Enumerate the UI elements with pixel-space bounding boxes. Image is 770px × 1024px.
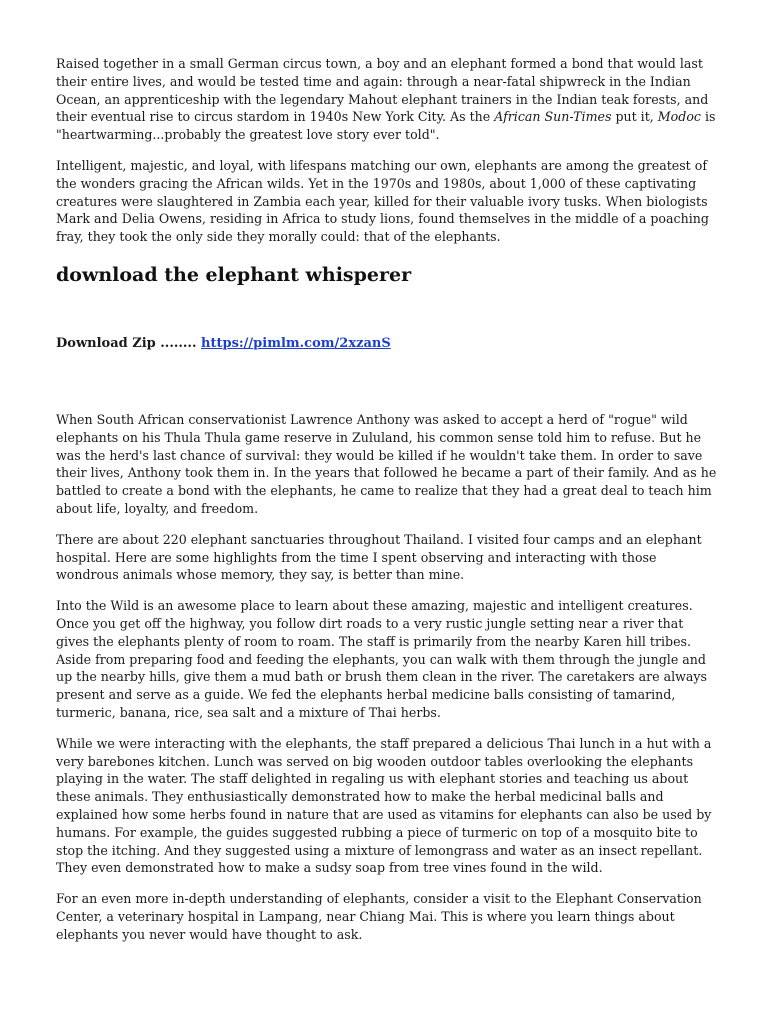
body-paragraph-4: While we were interacting with the elephants, the staff prepared a delicious Thai lunch in a hut with a very barebones kitchen. Lunch was served on big wooden outdoor tables overlooking the elephants playing in the water. The staff delighted in regaling us with elephant stories and teaching us about these animals. They enthusiastically demonstrated how to make the herbal medicinal balls and explained how some herbs found in nature that are used as vitamins for elephants can also be used by humans. For example, the guides suggested rubbing a piece of turmeric on top of a mosquito bite to stop the itching. And they suggested using a mixture of lemongrass and water as an insect repellant. They even demonstrated how to make a sudsy soap from tree vines found in the wild. xyxy=(56,735,712,876)
body-paragraph-2: There are about 220 elephant sanctuaries throughout Thailand. I visited four camps and an elephant hospital. Here are some highlights from the time I spent observing and interacting with those wondrous animals whose memory, they say, is better than mine. xyxy=(56,531,702,583)
intro-p1-text-c: is "heartwarming...probably the greatest love story ever told". xyxy=(56,109,716,143)
download-link[interactable]: https://pimlm.com/2xzanS xyxy=(201,335,391,351)
download-label: Download Zip ........ xyxy=(56,335,202,351)
body-paragraph-1: When South African conservationist Lawrence Anthony was asked to accept a herd of "rogue" wild elephants on his Thula Thula game reserve in Zululand, his common sense told him to refuse. But he was the herd's last chance of survival: they would be killed if he wouldn't take them. In order to save their lives, Anthony took them in. In the years that followed he became a part of their family. And as he battled to create a bond with the elephants, he came to realize that they had a great deal to teach him about life, loyalty, and freedom. xyxy=(56,411,717,516)
intro-p1-text-a: Raised together in a small German circus town, a boy and an elephant formed a bond that would last their entire lives, and would be tested time and again: through a near-fatal shipwreck in the Indian Ocean, an apprenticeship with the legendary Mahout elephant trainers in the Indian teak forests, and their eventual rise to circus stardom in 1940s New York City. As the xyxy=(56,56,709,125)
download-line xyxy=(56,335,718,353)
page-heading: download the elephant whisperer xyxy=(56,263,412,286)
intro-p1-text-b: put it, xyxy=(611,109,658,125)
body-paragraph-5: For an even more in-depth understanding of elephants, consider a visit to the Elephant Conservation Center, a veterinary hospital in Lampang, near Chiang Mai. This is where you learn things about elephants you never would have thought to ask. xyxy=(56,891,702,942)
document-page xyxy=(56,55,718,943)
intro-p1-italic-newspaper: African Sun-Times xyxy=(494,109,612,125)
body-paragraph-3: Into the Wild is an awesome place to learn about these amazing, majestic and intelligent creatures. Once you get off the highway, you follow dirt roads to a very rustic jungle setting near a river that gives the elephants plenty of room to roam. The staff is primarily from the nearby Karen hill tribes. Aside from preparing food and feeding the elephants, you can walk with them through the jungle and up the nearby hills, give them a mud bath or brush them clean in the river. The caretakers are always present and serve as a guide. We fed the elephants herbal medicine balls consisting of tamarind, turmeric, banana, rice, sea salt and a mixture of Thai herbs. xyxy=(56,598,708,720)
intro-paragraph-1 xyxy=(56,55,718,144)
intro-paragraph-2: Intelligent, majestic, and loyal, with lifespans matching our own, elephants are among the greatest of the wonders gracing the African wilds. Yet in the 1970s and 1980s, about 1,000 of these captivating creatures were slaughtered in Zambia each year, killed for their valuable ivory tusks. When biologists Mark and Delia Owens, residing in Africa to study lions, found themselves in the middle of a poaching fray, they took the only side they morally could: that of the elephants. xyxy=(56,157,709,245)
intro-p1-italic-title: Modoc xyxy=(657,109,701,125)
